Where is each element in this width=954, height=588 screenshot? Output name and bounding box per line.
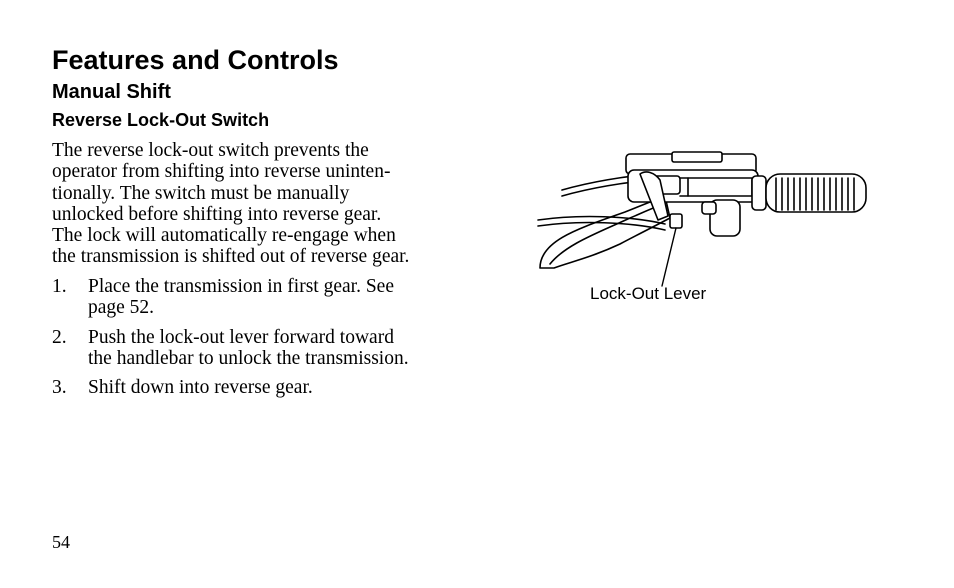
step-item [52, 276, 482, 319]
step-number: 2. [52, 326, 67, 348]
intro-line: tionally. The switch must be manually [52, 182, 350, 204]
intro-line: The lock will automatically re-engage when [52, 225, 396, 247]
step-text-line: page 52. [88, 297, 155, 319]
intro-paragraph [52, 140, 472, 268]
page-title: Features and Controls [52, 45, 339, 75]
step-text-line: Push the lock-out lever forward toward [88, 326, 394, 348]
subsection-heading: Reverse Lock-Out Switch [52, 110, 270, 130]
intro-line: The reverse lock-out switch prevents the [52, 140, 369, 161]
intro-line: operator from shifting into reverse uninten- [52, 161, 391, 183]
handlebar-illustration [530, 140, 880, 320]
instruction-steps [52, 276, 482, 406]
page-number: 54 [52, 532, 70, 552]
lock-out-lever-callout: Lock-Out Lever [590, 284, 707, 303]
intro-line: the transmission is shifted out of reverse gear. [52, 246, 410, 268]
step-text-line: Shift down into reverse gear. [88, 377, 313, 399]
step-number: 3. [52, 377, 67, 399]
step-text-line: the handlebar to unlock the transmission. [88, 347, 409, 369]
section-heading: Manual Shift [52, 81, 171, 103]
step-item [52, 377, 482, 398]
step-number: 1. [52, 276, 67, 297]
step-text-line: Place the transmission in first gear. See [88, 276, 394, 297]
intro-line: unlocked before shifting into reverse gear. [52, 203, 382, 225]
step-item [52, 327, 482, 370]
